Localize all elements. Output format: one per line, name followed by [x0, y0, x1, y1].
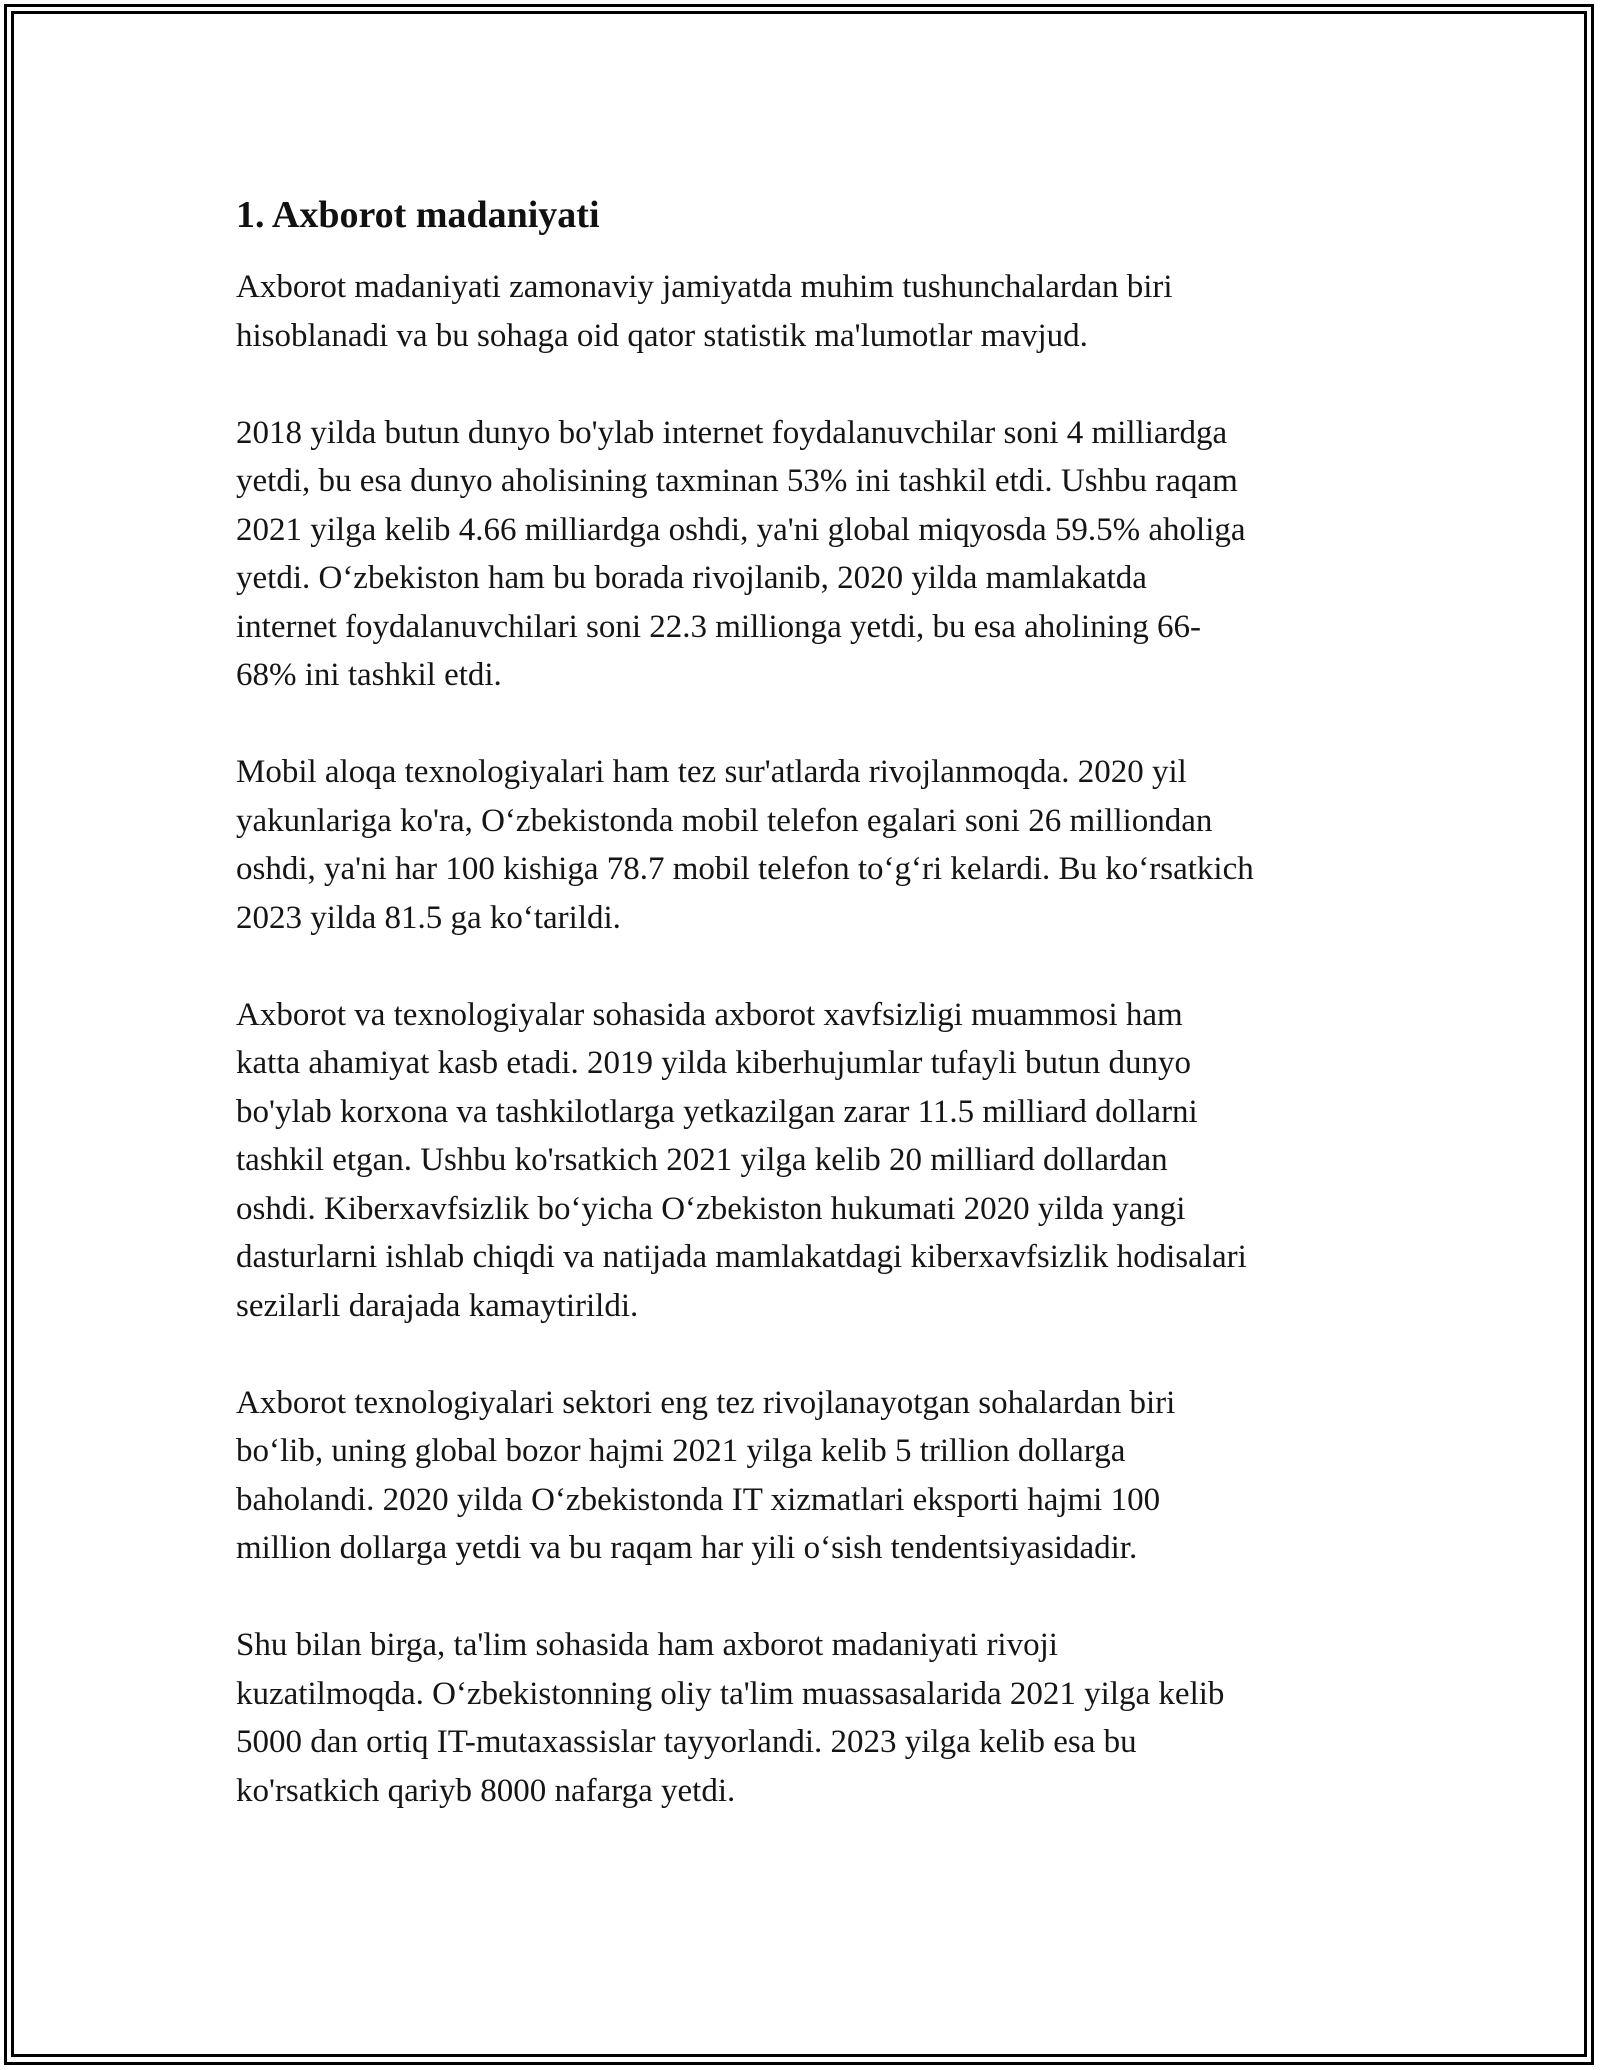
text-line: yakunlariga ko'ra, O‘zbekistonda mobil telefon egalari soni 26 milliondan: [236, 802, 1213, 839]
paragraph-security: [236, 991, 1366, 1331]
text-line: tashkil etgan. Ushbu ko'rsatkich 2021 yilga kelib 20 milliard dollardan: [236, 1142, 1168, 1178]
paragraph-education: [236, 1621, 1366, 1815]
text-line: bo'ylab korxona va tashkilotlarga yetkazilgan zarar 11.5 milliard dollarni: [236, 1093, 1198, 1130]
text-line: yetdi, bu esa dunyo aholisining taxminan 53% ini tashkil etdi. Ushbu raqam: [236, 463, 1238, 499]
text-line: Axborot texnologiyalari sektori eng tez rivojlanayotgan sohalardan biri: [236, 1384, 1176, 1421]
text-line: Mobil aloqa texnologiyalari ham tez sur'atlarda rivojlanmoqda. 2020 yil: [236, 754, 1187, 790]
text-line: 68% ini tashkil etdi.: [236, 657, 502, 693]
paragraph-it-sector: [236, 1379, 1366, 1573]
text-line: katta ahamiyat kasb etadi. 2019 yilda kiberhujumlar tufayli butun dunyo: [236, 1045, 1191, 1081]
text-line: oshdi. Kiberxavfsizlik bo‘yicha O‘zbekiston hukumati 2020 yilda yangi: [236, 1190, 1186, 1227]
text-line: oshdi, ya'ni har 100 kishiga 78.7 mobil telefon to‘g‘ri kelardi. Bu ko‘rsatkich: [236, 851, 1254, 887]
text-line: Shu bilan birga, ta'lim sohasida ham axborot madaniyati rivoji: [236, 1627, 1058, 1663]
text-line: sezilarli darajada kamaytirildi.: [236, 1287, 639, 1324]
text-line: bo‘lib, uning global bozor hajmi 2021 yilga kelib 5 trillion dollarga: [236, 1433, 1126, 1469]
paragraph-intro: [236, 263, 1366, 360]
document-body: [236, 185, 1366, 1864]
paragraph-mobile: [236, 748, 1366, 942]
text-line: baholandi. 2020 yilda O‘zbekistonda IT xizmatlari eksporti hajmi 100: [236, 1481, 1161, 1518]
text-line: 2023 yilda 81.5 ga ko‘tarildi.: [236, 899, 621, 936]
text-line: million dollarga yetdi va bu raqam har yili o‘sish tendentsiyasidadir.: [236, 1530, 1138, 1566]
text-line: kuzatilmoqda. O‘zbekistonning oliy ta'lim muassasalarida 2021 yilga kelib: [236, 1675, 1225, 1712]
text-line: Axborot madaniyati zamonaviy jamiyatda muhim tushunchalardan biri: [236, 269, 1173, 305]
text-line: ko'rsatkich qariyb 8000 nafarga yetdi.: [236, 1772, 736, 1809]
text-line: 5000 dan ortiq IT-mutaxassislar tayyorlandi. 2023 yilga kelib esa bu: [236, 1724, 1137, 1760]
text-line: dasturlarni ishlab chiqdi va natijada mamlakatdagi kiberxavfsizlik hodisalari: [236, 1239, 1247, 1275]
section-heading: 1. Axborot madaniyati: [236, 194, 600, 236]
text-line: yetdi. O‘zbekiston ham bu borada rivojlanib, 2020 yilda mamlakatda: [236, 560, 1147, 596]
paragraph-internet-users: [236, 409, 1366, 700]
text-line: internet foydalanuvchilari soni 22.3 millionga yetdi, bu esa aholining 66-: [236, 608, 1202, 645]
text-line: 2021 yilga kelib 4.66 milliardga oshdi, ya'ni global miqyosda 59.5% aholiga: [236, 511, 1246, 548]
text-line: Axborot va texnologiyalar sohasida axborot xavfsizligi muammosi ham: [236, 996, 1183, 1033]
text-line: hisoblanadi va bu sohaga oid qator statistik ma'lumotlar mavjud.: [236, 317, 1088, 354]
text-line: 2018 yilda butun dunyo bo'ylab internet foydalanuvchilar soni 4 milliardga: [236, 414, 1228, 451]
